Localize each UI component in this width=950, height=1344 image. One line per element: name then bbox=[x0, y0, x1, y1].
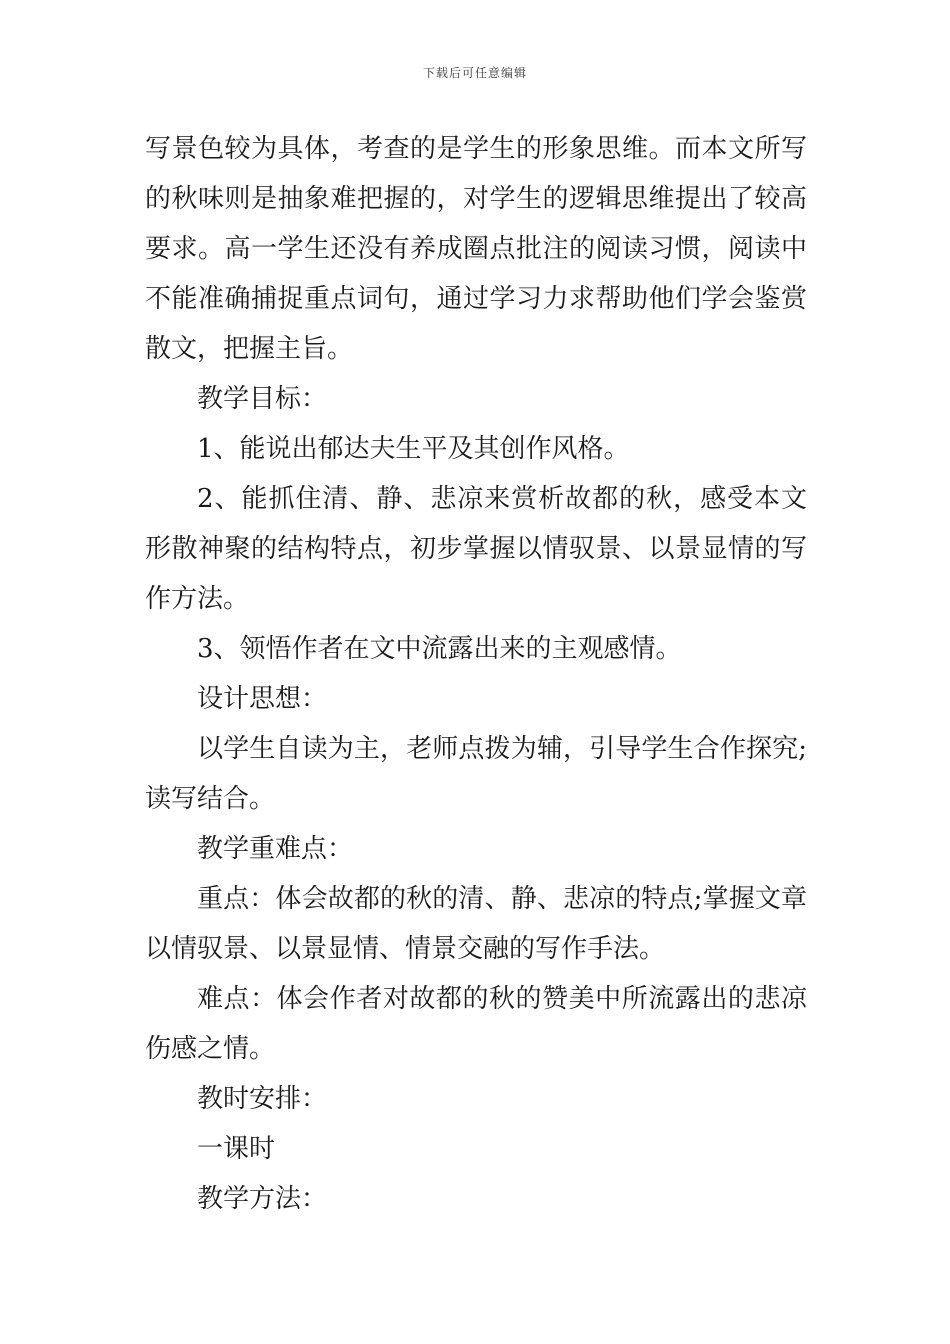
heading-teaching-methods: 教学方法： bbox=[197, 1184, 328, 1214]
key-point-text: 重点：体会故都的秋的清、静、悲凉的特点;掌握文章以情驭景、以景显情、情景交融的写作手法。 bbox=[145, 884, 807, 964]
objective-item-1: 1、能说出郁达夫生平及其创作风格。 bbox=[197, 434, 630, 464]
design-idea-text: 以学生自读为主，老师点拨为辅，引导学生合作探究;读写结合。 bbox=[145, 734, 807, 814]
heading-teaching-objectives: 教学目标： bbox=[197, 384, 328, 414]
difficult-point-text: 难点：体会作者对故都的秋的赞美中所流露出的悲凉伤感之情。 bbox=[145, 984, 807, 1064]
heading-design-idea: 设计思想： bbox=[197, 684, 328, 714]
page-header: 下载后可任意编辑 bbox=[422, 66, 527, 80]
class-schedule-text: 一课时 bbox=[197, 1134, 276, 1164]
objective-item-2: 2、能抓住清、静、悲凉来赏析故都的秋，感受本文形散神聚的结构特点，初步掌握以情驭景、以景显情的写作方法。 bbox=[145, 484, 807, 614]
paragraph-continuation: 写景色较为具体，考查的是学生的形象思维。而本文所写的秋味则是抽象难把握的，对学生的逻辑思维提出了较高要求。高一学生还没有养成圈点批注的阅读习惯，阅读中不能准确捕捉重点词句，通过学习力求帮助他们学会鉴赏散文，把握主旨。 bbox=[145, 134, 807, 364]
objective-item-3: 3、领悟作者在文中流露出来的主观感情。 bbox=[197, 634, 682, 664]
heading-key-difficult-points: 教学重难点： bbox=[197, 834, 354, 864]
heading-class-schedule: 教时安排： bbox=[197, 1084, 328, 1114]
document-body bbox=[145, 124, 807, 1224]
